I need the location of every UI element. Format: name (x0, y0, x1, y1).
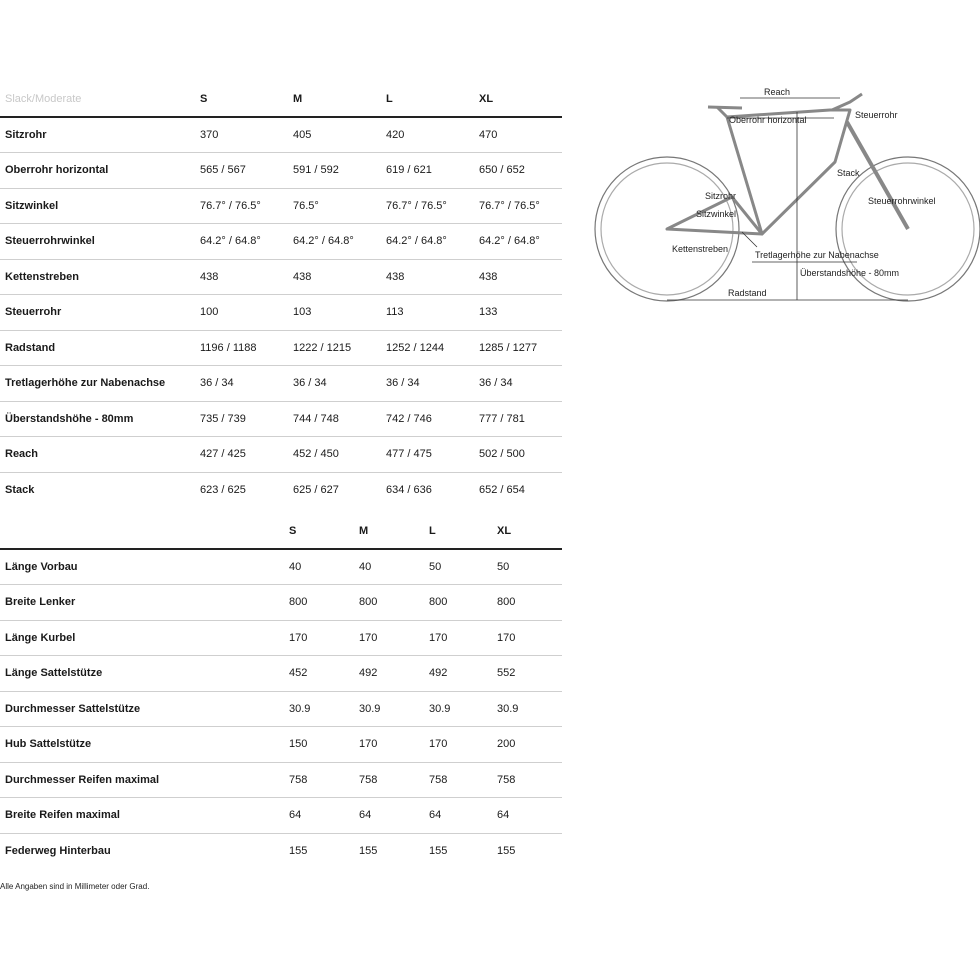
row-value: 30.9 (289, 702, 311, 715)
row-value: 40 (359, 561, 372, 573)
row-value: 50 (429, 561, 442, 573)
size-header-xl: XL (497, 524, 512, 537)
row-value: 200 (497, 738, 516, 751)
size-header-xl: XL (479, 92, 494, 105)
geometry-header-row (0, 81, 562, 117)
label-ueberstand: Überstandshöhe - 80mm (800, 268, 900, 278)
row-value: 800 (497, 596, 516, 609)
row-value: 777 / 781 (479, 412, 525, 425)
row-value: 103 (293, 306, 312, 319)
components-header-row (0, 513, 562, 549)
table-row (0, 153, 562, 189)
row-value: 800 (359, 596, 378, 609)
size-header-l: L (429, 524, 436, 537)
footnote: Alle Angaben sind in Millimeter oder Grad. (0, 882, 150, 891)
label-sitzrohr: Sitzrohr (705, 191, 737, 201)
table-row (0, 656, 562, 692)
table-row (0, 259, 562, 295)
row-value: 150 (289, 738, 308, 751)
row-value: 470 (479, 129, 498, 141)
row-value: 427 / 425 (200, 448, 246, 461)
row-value: 170 (429, 738, 448, 751)
row-value: 625 / 627 (293, 484, 339, 496)
row-label: Stack (5, 484, 35, 496)
row-label: Breite Lenker (5, 596, 76, 609)
row-value: 652 / 654 (479, 484, 525, 496)
table-row (0, 401, 562, 437)
row-label: Überstandshöhe - 80mm (5, 412, 134, 425)
row-label: Länge Sattelstütze (5, 667, 103, 680)
row-value: 565 / 567 (200, 164, 246, 177)
row-value: 405 (293, 129, 312, 141)
row-value: 76.5° (293, 199, 319, 212)
bike-geometry-diagram (592, 82, 980, 312)
label-tretlager: Tretlagerhöhe zur Nabenachse (755, 250, 879, 260)
row-value: 623 / 625 (200, 484, 246, 496)
label-steuerrohr: Steuerrohr (855, 110, 898, 120)
row-value: 76.7° / 76.5° (479, 199, 540, 212)
row-value: 735 / 739 (200, 412, 246, 425)
row-value: 438 (386, 270, 405, 283)
label-sitzwinkel: Sitzwinkel (696, 209, 737, 219)
row-value: 438 (293, 270, 312, 283)
row-value: 36 / 34 (386, 377, 420, 390)
row-value: 170 (359, 738, 378, 751)
row-value: 170 (289, 631, 308, 644)
label-reach: Reach (764, 87, 791, 97)
row-value: 64 (289, 809, 302, 822)
row-value: 64 (429, 809, 442, 822)
row-value: 758 (289, 773, 308, 786)
row-value: 100 (200, 306, 219, 319)
size-header-s: S (289, 524, 297, 537)
row-label: Reach (5, 448, 39, 461)
table-row (0, 472, 562, 508)
row-value: 30.9 (429, 702, 451, 715)
row-value: 76.7° / 76.5° (386, 199, 447, 212)
row-value: 155 (359, 845, 378, 857)
row-value: 113 (386, 306, 404, 319)
row-value: 552 (497, 667, 516, 680)
size-header-s: S (200, 92, 208, 105)
row-value: 1285 / 1277 (479, 341, 538, 354)
components-header-empty (0, 513, 284, 549)
row-value: 64 (497, 809, 510, 822)
row-label: Steuerrohrwinkel (5, 235, 95, 248)
components-table (0, 513, 562, 869)
size-header-m: M (293, 92, 303, 105)
row-value: 64.2° / 64.8° (479, 235, 540, 248)
row-label: Oberrohr horizontal (5, 164, 109, 177)
row-value: 36 / 34 (200, 377, 234, 390)
row-value: 1252 / 1244 (386, 341, 445, 354)
row-label: Breite Reifen maximal (5, 809, 120, 822)
label-stack: Stack (837, 168, 860, 178)
row-label: Sitzwinkel (5, 199, 59, 212)
row-value: 1222 / 1215 (293, 341, 352, 354)
table-row (0, 117, 562, 153)
row-value: 758 (359, 773, 378, 786)
table-row (0, 295, 562, 331)
size-header-l: L (386, 92, 393, 105)
row-value: 650 / 652 (479, 164, 525, 177)
table-row (0, 798, 562, 834)
row-value: 36 / 34 (479, 377, 513, 390)
table-row (0, 437, 562, 473)
row-value: 370 (200, 129, 219, 141)
row-label: Steuerrohr (5, 306, 62, 319)
table-row (0, 727, 562, 763)
row-value: 438 (479, 270, 498, 283)
row-value: 40 (289, 561, 302, 573)
table-row (0, 620, 562, 656)
row-value: 1196 / 1188 (200, 341, 257, 354)
table-row (0, 691, 562, 727)
row-label: Federweg Hinterbau (5, 845, 111, 857)
row-label: Radstand (5, 341, 56, 354)
size-header-m: M (359, 524, 369, 537)
row-value: 591 / 592 (293, 164, 339, 177)
table-row (0, 833, 562, 869)
row-value: 170 (497, 631, 516, 644)
row-value: 133 (479, 306, 498, 319)
label-radstand: Radstand (728, 288, 767, 298)
row-value: 477 / 475 (386, 448, 432, 461)
table-row (0, 549, 562, 585)
row-label: Durchmesser Reifen maximal (5, 773, 160, 786)
table-row (0, 330, 562, 366)
row-value: 744 / 748 (293, 412, 339, 425)
label-steuerrohrwinkel: Steuerrohrwinkel (868, 196, 936, 206)
row-value: 452 (289, 667, 308, 680)
row-value: 170 (429, 631, 448, 644)
row-value: 155 (289, 845, 308, 857)
row-value: 50 (497, 561, 510, 573)
row-value: 758 (497, 773, 516, 786)
row-label: Länge Kurbel (5, 631, 76, 644)
table-row (0, 188, 562, 224)
row-value: 64.2° / 64.8° (200, 235, 261, 248)
row-value: 64 (359, 809, 372, 822)
row-value: 64.2° / 64.8° (386, 235, 447, 248)
row-label: Durchmesser Sattelstütze (5, 702, 141, 715)
label-kettenstreben: Kettenstreben (672, 244, 729, 254)
row-value: 619 / 621 (386, 164, 432, 177)
table-row (0, 366, 562, 402)
row-value: 76.7° / 76.5° (200, 199, 261, 212)
row-value: 492 (429, 667, 448, 680)
row-value: 30.9 (497, 702, 519, 715)
variant-label: Slack/Moderate (5, 92, 82, 105)
row-label: Sitzrohr (5, 129, 47, 141)
row-value: 36 / 34 (293, 377, 327, 390)
table-row (0, 762, 562, 798)
row-label: Kettenstreben (5, 270, 79, 283)
row-value: 502 / 500 (479, 448, 525, 461)
row-value: 800 (429, 596, 448, 609)
row-value: 492 (359, 667, 378, 680)
row-label: Tretlagerhöhe zur Nabenachse (5, 377, 166, 390)
row-value: 742 / 746 (386, 412, 432, 425)
row-value: 634 / 636 (386, 484, 432, 496)
row-value: 452 / 450 (293, 448, 339, 461)
row-value: 155 (429, 845, 448, 857)
row-value: 30.9 (359, 702, 381, 715)
row-value: 800 (289, 596, 308, 609)
row-value: 758 (429, 773, 448, 786)
row-value: 420 (386, 129, 405, 141)
label-oberrohr: Oberrohr horizontal (729, 115, 807, 125)
row-value: 438 (200, 270, 219, 283)
row-value: 64.2° / 64.8° (293, 235, 354, 248)
row-label: Hub Sattelstütze (5, 738, 92, 751)
table-row (0, 224, 562, 260)
table-row (0, 585, 562, 621)
row-value: 155 (497, 845, 516, 857)
row-label: Länge Vorbau (5, 561, 78, 573)
geometry-table (0, 81, 562, 508)
row-value: 170 (359, 631, 378, 644)
